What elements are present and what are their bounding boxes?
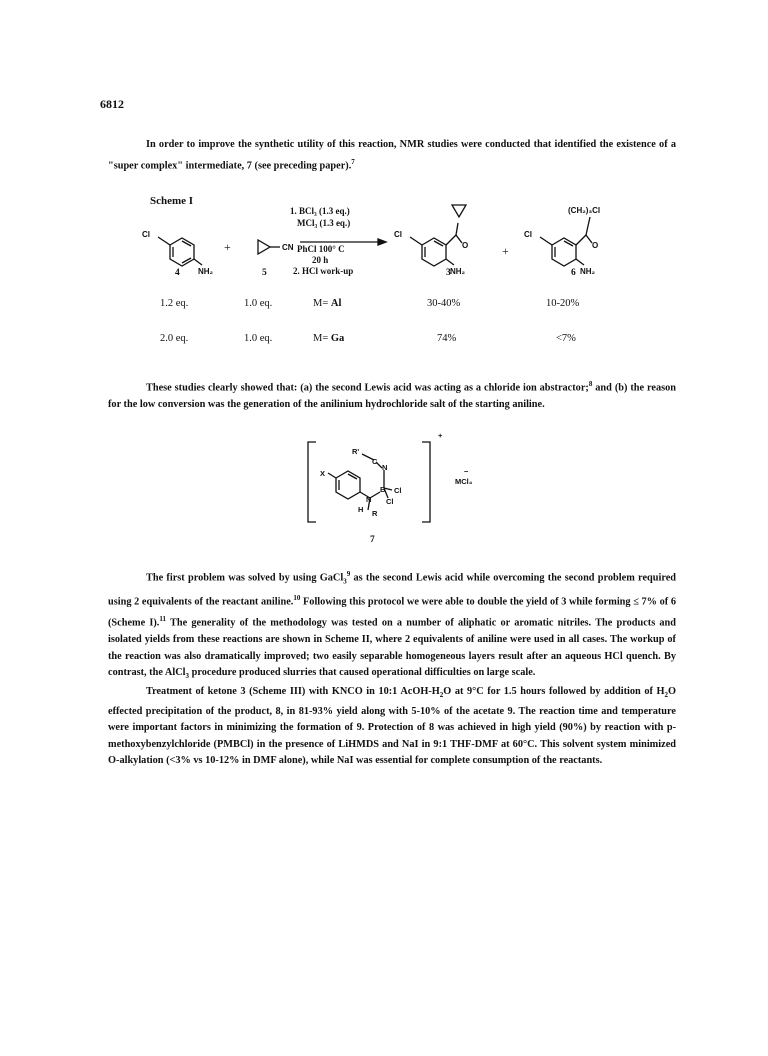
cell-amount-4: 2.0 eq. [160,333,189,344]
compound-label-5: 5 [262,268,267,278]
compound-4-structure [158,237,202,266]
atom-n: N [382,463,388,472]
cell-yield-3: 30-40% [427,298,461,309]
scheme-structures [140,195,660,285]
cell-metal: M= Al [313,298,342,309]
right-bracket [422,442,430,522]
conditions-line-2: 20 h [312,255,329,265]
atom-cl: Cl [142,230,150,239]
cell-yield-6: <7% [556,333,576,344]
atom-o: O [462,241,469,250]
atom-r-prime: R' [352,447,360,456]
atom-b: B [380,485,386,494]
atom-c: C [372,457,378,466]
complex-7-structure [300,431,480,540]
compound-label-4: 4 [175,268,180,278]
cell-amount-5: 1.0 eq. [244,298,273,309]
atom-r: R [372,509,378,518]
reagent-line-2: MCl₃ (1.3 eq.) [297,218,351,228]
paragraph-3: The first problem was solved by using GaCl$_3^9$ as the second Lewis acid while overcoming the second problem required using 2 equivalents of the reactant aniline.$^{10}$ Following this protocol we were able to double the yield of 3 while forming ≤ 7% of 6 (Scheme I).$^{11}$ The generality of the methodology was tested on a number of aliphatic or aromatic nitriles. The products and isolated yields from these reactions are shown in Scheme II, where 2 equivalents of aniline were used in all cases. The workup of the reaction was also dramatically improved; two easily separable homogeneous layers result after an aqueous HCl quench. By contrast, the AlCl$_3$ procedure produced slurries that caused operational difficulties on large scale. [108,570,677,681]
scheme-title: Scheme I [150,195,194,207]
atom-h: H [358,505,364,514]
plus-sign: + [502,244,509,258]
compound-5-structure [258,240,280,254]
atom-nh2: NH₂ [198,267,214,276]
conditions-line-1: PhCl 100° C [297,244,345,254]
atom-nh2: NH₂ [580,267,596,276]
atom-chain: (CH₂)₃Cl [568,206,601,215]
paragraph-4: Treatment of ketone 3 (Scheme III) with KNCO in 10:1 AcOH-$H_2O$ at 9°C for 1.5 hours followed by addition of $H_2O$ effected precipitation of the product, 8, in 81-93% yield along with 5-10% of the acetate 9. The reaction time and temperature were important factors in minimizing the formation of 9. Protection of 8 was achieved in high yield (90%) by reaction with p-methoxybenzylchloride (PMBCl) in the presence of LiHMDS and NaI in 9:1 THF-DMF at 60°C. This solvent system minimized O-alkylation (<3% vs 10-12% in DMF alone), while NaI was essential for complete consumption of the reactants. [108,686,676,767]
atom-cl: Cl [386,497,394,506]
cell-yield-6: 10-20% [546,298,580,309]
cell-amount-5: 1.0 eq. [244,333,273,344]
atom-cl: Cl [394,230,402,239]
compound-6-structure [540,217,592,266]
atom-cl: Cl [524,230,532,239]
atom-cl: Cl [394,486,402,495]
minus-sign: − [464,467,469,476]
page-number: 6812 [100,97,124,111]
atom-n: N [366,495,372,504]
cell-yield-3: 74% [437,333,457,344]
workup-line: 2. HCl work-up [293,266,354,276]
left-bracket [308,442,316,522]
atom-x: X [320,469,326,478]
atom-cn: CN [282,243,294,252]
paragraph-2: These studies clearly showed that: (a) the second Lewis acid was acting as a chloride ion abstractor;$^8$ and (b) the reason for the low conversion was the generation of the anilinium hydrochloride salt of the starting aniline. [108,380,676,411]
intro-paragraph: In order to improve the synthetic utility of this reaction, NMR studies were conducted that identified the existence of a "super complex" intermediate, 7 (see preceding paper).$^7$ [108,139,676,172]
compound-label-3: 3 [446,268,451,278]
charge-plus: + [438,431,443,440]
reagent-line-1: 1. BCl₃ (1.3 eq.) [290,206,350,216]
atom-o: O [592,241,599,250]
complex-label-7: 7 [370,535,375,545]
compound-label-6: 6 [571,268,576,278]
plus-sign: + [224,240,231,254]
cell-amount-4: 1.2 eq. [160,298,189,309]
atom-nh2: NH₂ [450,267,466,276]
counterion: MCl₄ [455,477,473,486]
compound-3-structure [410,205,469,266]
cell-metal: M= Ga [313,333,345,344]
